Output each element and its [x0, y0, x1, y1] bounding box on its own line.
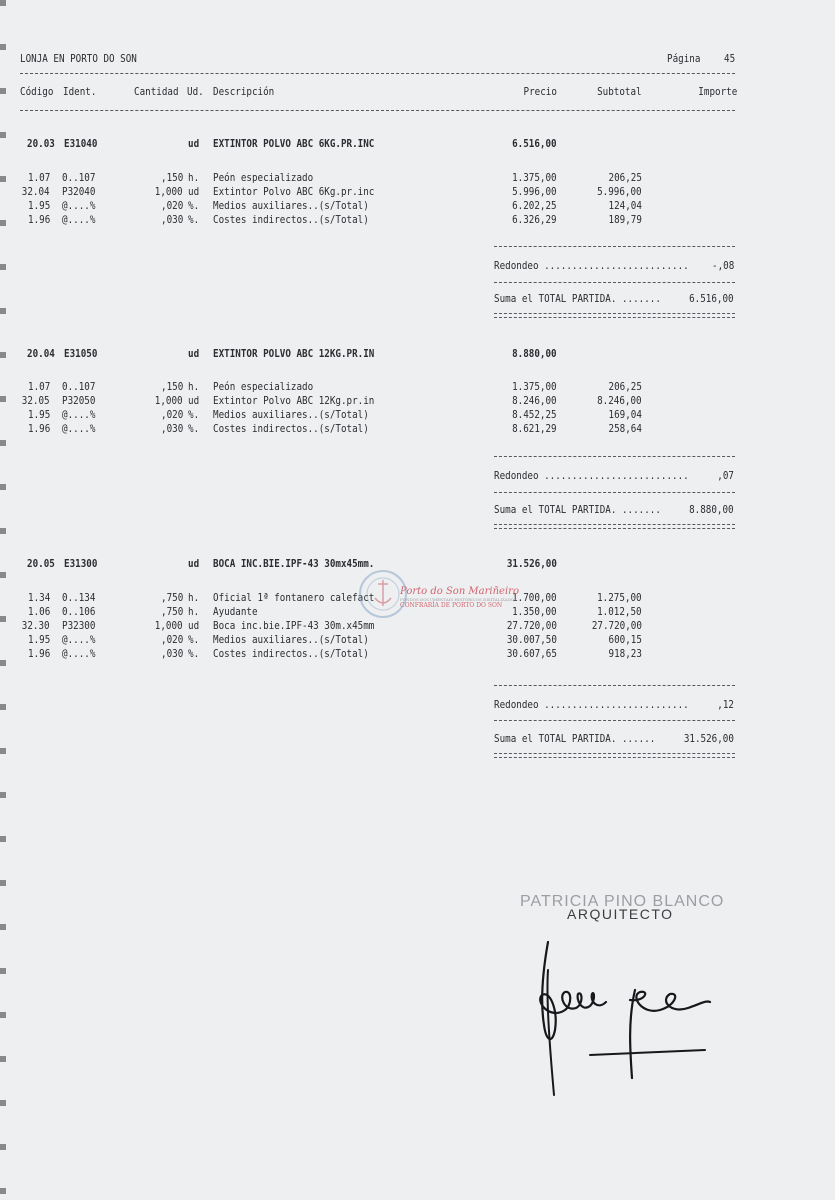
- total-value: 6.516,00: [689, 293, 734, 305]
- total-double-rule: [494, 313, 735, 318]
- line-subtotal: 258,64: [608, 423, 642, 435]
- col-qty: Cantidad: [134, 86, 179, 98]
- item-description: EXTINTOR POLVO ABC 6KG.PR.INC: [213, 138, 375, 150]
- line-unit: %.: [188, 423, 200, 435]
- line-code: 1.96: [27, 214, 50, 226]
- line-subtotal: 206,25: [608, 381, 642, 393]
- line-subtotal: 5.996,00: [597, 186, 642, 198]
- line-unit: ud: [188, 186, 200, 198]
- line-unit: ud: [188, 620, 200, 632]
- total-label: Suma el TOTAL PARTIDA. ......: [494, 733, 656, 745]
- item-price: 31.526,00: [506, 558, 557, 570]
- line-code: 1.95: [27, 634, 50, 646]
- line-description: Medios auxiliares..(s/Total): [213, 634, 369, 646]
- subtotal-rule: [494, 456, 735, 457]
- page-label: Página: [667, 53, 701, 65]
- item-code: 20.05: [27, 558, 55, 570]
- line-ident: @....%: [62, 214, 96, 226]
- line-qty: 1,000: [155, 186, 183, 198]
- line-subtotal: 124,04: [608, 200, 642, 212]
- binding-spine: [0, 0, 6, 1200]
- line-qty: ,150: [160, 172, 183, 184]
- line-price: 6.202,25: [512, 200, 557, 212]
- item-code: 20.04: [27, 348, 55, 360]
- line-ident: 0..107: [62, 381, 96, 393]
- line-ident: @....%: [62, 409, 96, 421]
- total-value: 8.880,00: [689, 504, 734, 516]
- line-description: Costes indirectos..(s/Total): [213, 214, 369, 226]
- line-subtotal: 27.720,00: [591, 620, 642, 632]
- rounding-value: ,07: [717, 470, 734, 482]
- line-code: 32.04: [22, 186, 50, 198]
- line-unit: %.: [188, 214, 200, 226]
- line-unit: h.: [188, 592, 200, 604]
- line-price: 1.350,00: [512, 606, 557, 618]
- line-description: Ayudante: [213, 606, 258, 618]
- line-unit: %.: [188, 200, 200, 212]
- document-title: LONJA EN PORTO DO SON: [20, 53, 137, 65]
- line-price: 6.326,29: [512, 214, 557, 226]
- architect-name: PATRICIA PINO BLANCO: [520, 893, 725, 910]
- line-code: 32.05: [22, 395, 50, 407]
- line-subtotal: 918,23: [608, 648, 642, 660]
- total-label: Suma el TOTAL PARTIDA. .......: [494, 293, 661, 305]
- item-ident: E31300: [64, 558, 98, 570]
- total-double-rule: [494, 753, 735, 758]
- rounding-rule: [494, 720, 735, 721]
- line-price: 5.996,00: [512, 186, 557, 198]
- line-price: 8.452,25: [512, 409, 557, 421]
- item-code: 20.03: [27, 138, 55, 150]
- line-price: 30.007,50: [506, 634, 557, 646]
- rounding-rule: [494, 282, 735, 283]
- line-code: 1.06: [27, 606, 50, 618]
- subtotal-rule: [494, 246, 735, 247]
- line-description: Extintor Polvo ABC 6Kg.pr.inc: [213, 186, 375, 198]
- line-unit: h.: [188, 381, 200, 393]
- line-subtotal: 1.275,00: [597, 592, 642, 604]
- line-ident: @....%: [62, 423, 96, 435]
- line-price: 1.375,00: [512, 381, 557, 393]
- rounding-rule: [494, 492, 735, 493]
- line-qty: ,020: [160, 634, 183, 646]
- line-subtotal: 169,04: [608, 409, 642, 421]
- item-ident: E31040: [64, 138, 98, 150]
- watermark-subtitle: FONDOS DOCUMENTAIS HISTÓRICOS DIXITALIZADOS: [400, 597, 517, 602]
- line-subtotal: 8.246,00: [597, 395, 642, 407]
- col-ident: Ident.: [63, 86, 97, 98]
- signature-icon: [510, 930, 760, 1105]
- line-ident: P32040: [62, 186, 96, 198]
- line-description: Costes indirectos..(s/Total): [213, 648, 369, 660]
- rounding-label: Redondeo ..........................: [494, 470, 689, 482]
- line-code: 1.07: [27, 381, 50, 393]
- line-unit: h.: [188, 172, 200, 184]
- line-qty: ,030: [160, 214, 183, 226]
- col-unit: Ud.: [187, 86, 204, 98]
- line-price: 8.621,29: [512, 423, 557, 435]
- line-unit: %.: [188, 409, 200, 421]
- line-qty: 1,000: [155, 620, 183, 632]
- watermark-org: CONFRARÍA DE PORTO DO SON: [400, 602, 503, 609]
- line-price: 1.700,00: [512, 592, 557, 604]
- line-ident: 0..134: [62, 592, 96, 604]
- item-description: BOCA INC.BIE.IPF-43 30mx45mm.: [213, 558, 375, 570]
- total-value: 31.526,00: [683, 733, 734, 745]
- total-double-rule: [494, 524, 735, 529]
- line-qty: ,750: [160, 592, 183, 604]
- item-unit: ud: [188, 348, 200, 360]
- line-subtotal: 189,79: [608, 214, 642, 226]
- col-subtotal: Subtotal: [597, 86, 642, 98]
- item-price: 8.880,00: [512, 348, 557, 360]
- line-qty: 1,000: [155, 395, 183, 407]
- header-rule: [20, 73, 735, 74]
- line-code: 1.07: [27, 172, 50, 184]
- line-ident: @....%: [62, 634, 96, 646]
- line-description: Oficial 1ª fontanero calefact: [213, 592, 375, 604]
- line-description: Boca inc.bie.IPF-43 30m.x45mm: [213, 620, 375, 632]
- line-code: 1.34: [27, 592, 50, 604]
- line-subtotal: 1.012,50: [597, 606, 642, 618]
- line-code: 1.95: [27, 200, 50, 212]
- line-price: 30.607,65: [506, 648, 557, 660]
- line-code: 32.30: [22, 620, 50, 632]
- line-unit: %.: [188, 634, 200, 646]
- watermark-text: [400, 586, 519, 609]
- line-description: Peón especializado: [213, 172, 314, 184]
- rounding-value: ,12: [717, 699, 734, 711]
- line-price: 8.246,00: [512, 395, 557, 407]
- col-price: Precio: [523, 86, 557, 98]
- line-code: 1.95: [27, 409, 50, 421]
- line-qty: ,030: [160, 648, 183, 660]
- line-price: 27.720,00: [506, 620, 557, 632]
- page-number: 45: [724, 53, 736, 65]
- item-unit: ud: [188, 558, 200, 570]
- line-qty: ,030: [160, 423, 183, 435]
- col-code: Código: [20, 86, 54, 98]
- architect-title: ARQUITECTO: [567, 906, 674, 922]
- rounding-label: Redondeo ..........................: [494, 699, 689, 711]
- item-description: EXTINTOR POLVO ABC 12KG.PR.IN: [213, 348, 375, 360]
- total-label: Suma el TOTAL PARTIDA. .......: [494, 504, 661, 516]
- subtotal-rule: [494, 685, 735, 686]
- header-rule-bottom: [20, 110, 735, 111]
- line-ident: P32300: [62, 620, 96, 632]
- line-ident: 0..106: [62, 606, 96, 618]
- line-description: Peón especializado: [213, 381, 314, 393]
- line-description: Medios auxiliares..(s/Total): [213, 409, 369, 421]
- line-subtotal: 600,15: [608, 634, 642, 646]
- line-ident: @....%: [62, 648, 96, 660]
- line-price: 1.375,00: [512, 172, 557, 184]
- line-unit: %.: [188, 648, 200, 660]
- line-description: Costes indirectos..(s/Total): [213, 423, 369, 435]
- line-ident: P32050: [62, 395, 96, 407]
- col-desc: Descripción: [213, 86, 275, 98]
- line-ident: 0..107: [62, 172, 96, 184]
- line-qty: ,020: [160, 409, 183, 421]
- col-amount: Importe: [698, 86, 737, 98]
- item-ident: E31050: [64, 348, 98, 360]
- line-qty: ,150: [160, 381, 183, 393]
- item-unit: ud: [188, 138, 200, 150]
- line-description: Medios auxiliares..(s/Total): [213, 200, 369, 212]
- watermark-name: Porto do Son Mariñeiro: [400, 586, 519, 597]
- line-code: 1.96: [27, 423, 50, 435]
- line-code: 1.96: [27, 648, 50, 660]
- rounding-label: Redondeo ..........................: [494, 260, 689, 272]
- line-description: Extintor Polvo ABC 12Kg.pr.in: [213, 395, 375, 407]
- item-price: 6.516,00: [512, 138, 557, 150]
- rounding-value: -,08: [711, 260, 734, 272]
- line-unit: ud: [188, 395, 200, 407]
- line-unit: h.: [188, 606, 200, 618]
- line-subtotal: 206,25: [608, 172, 642, 184]
- line-qty: ,750: [160, 606, 183, 618]
- line-qty: ,020: [160, 200, 183, 212]
- line-ident: @....%: [62, 200, 96, 212]
